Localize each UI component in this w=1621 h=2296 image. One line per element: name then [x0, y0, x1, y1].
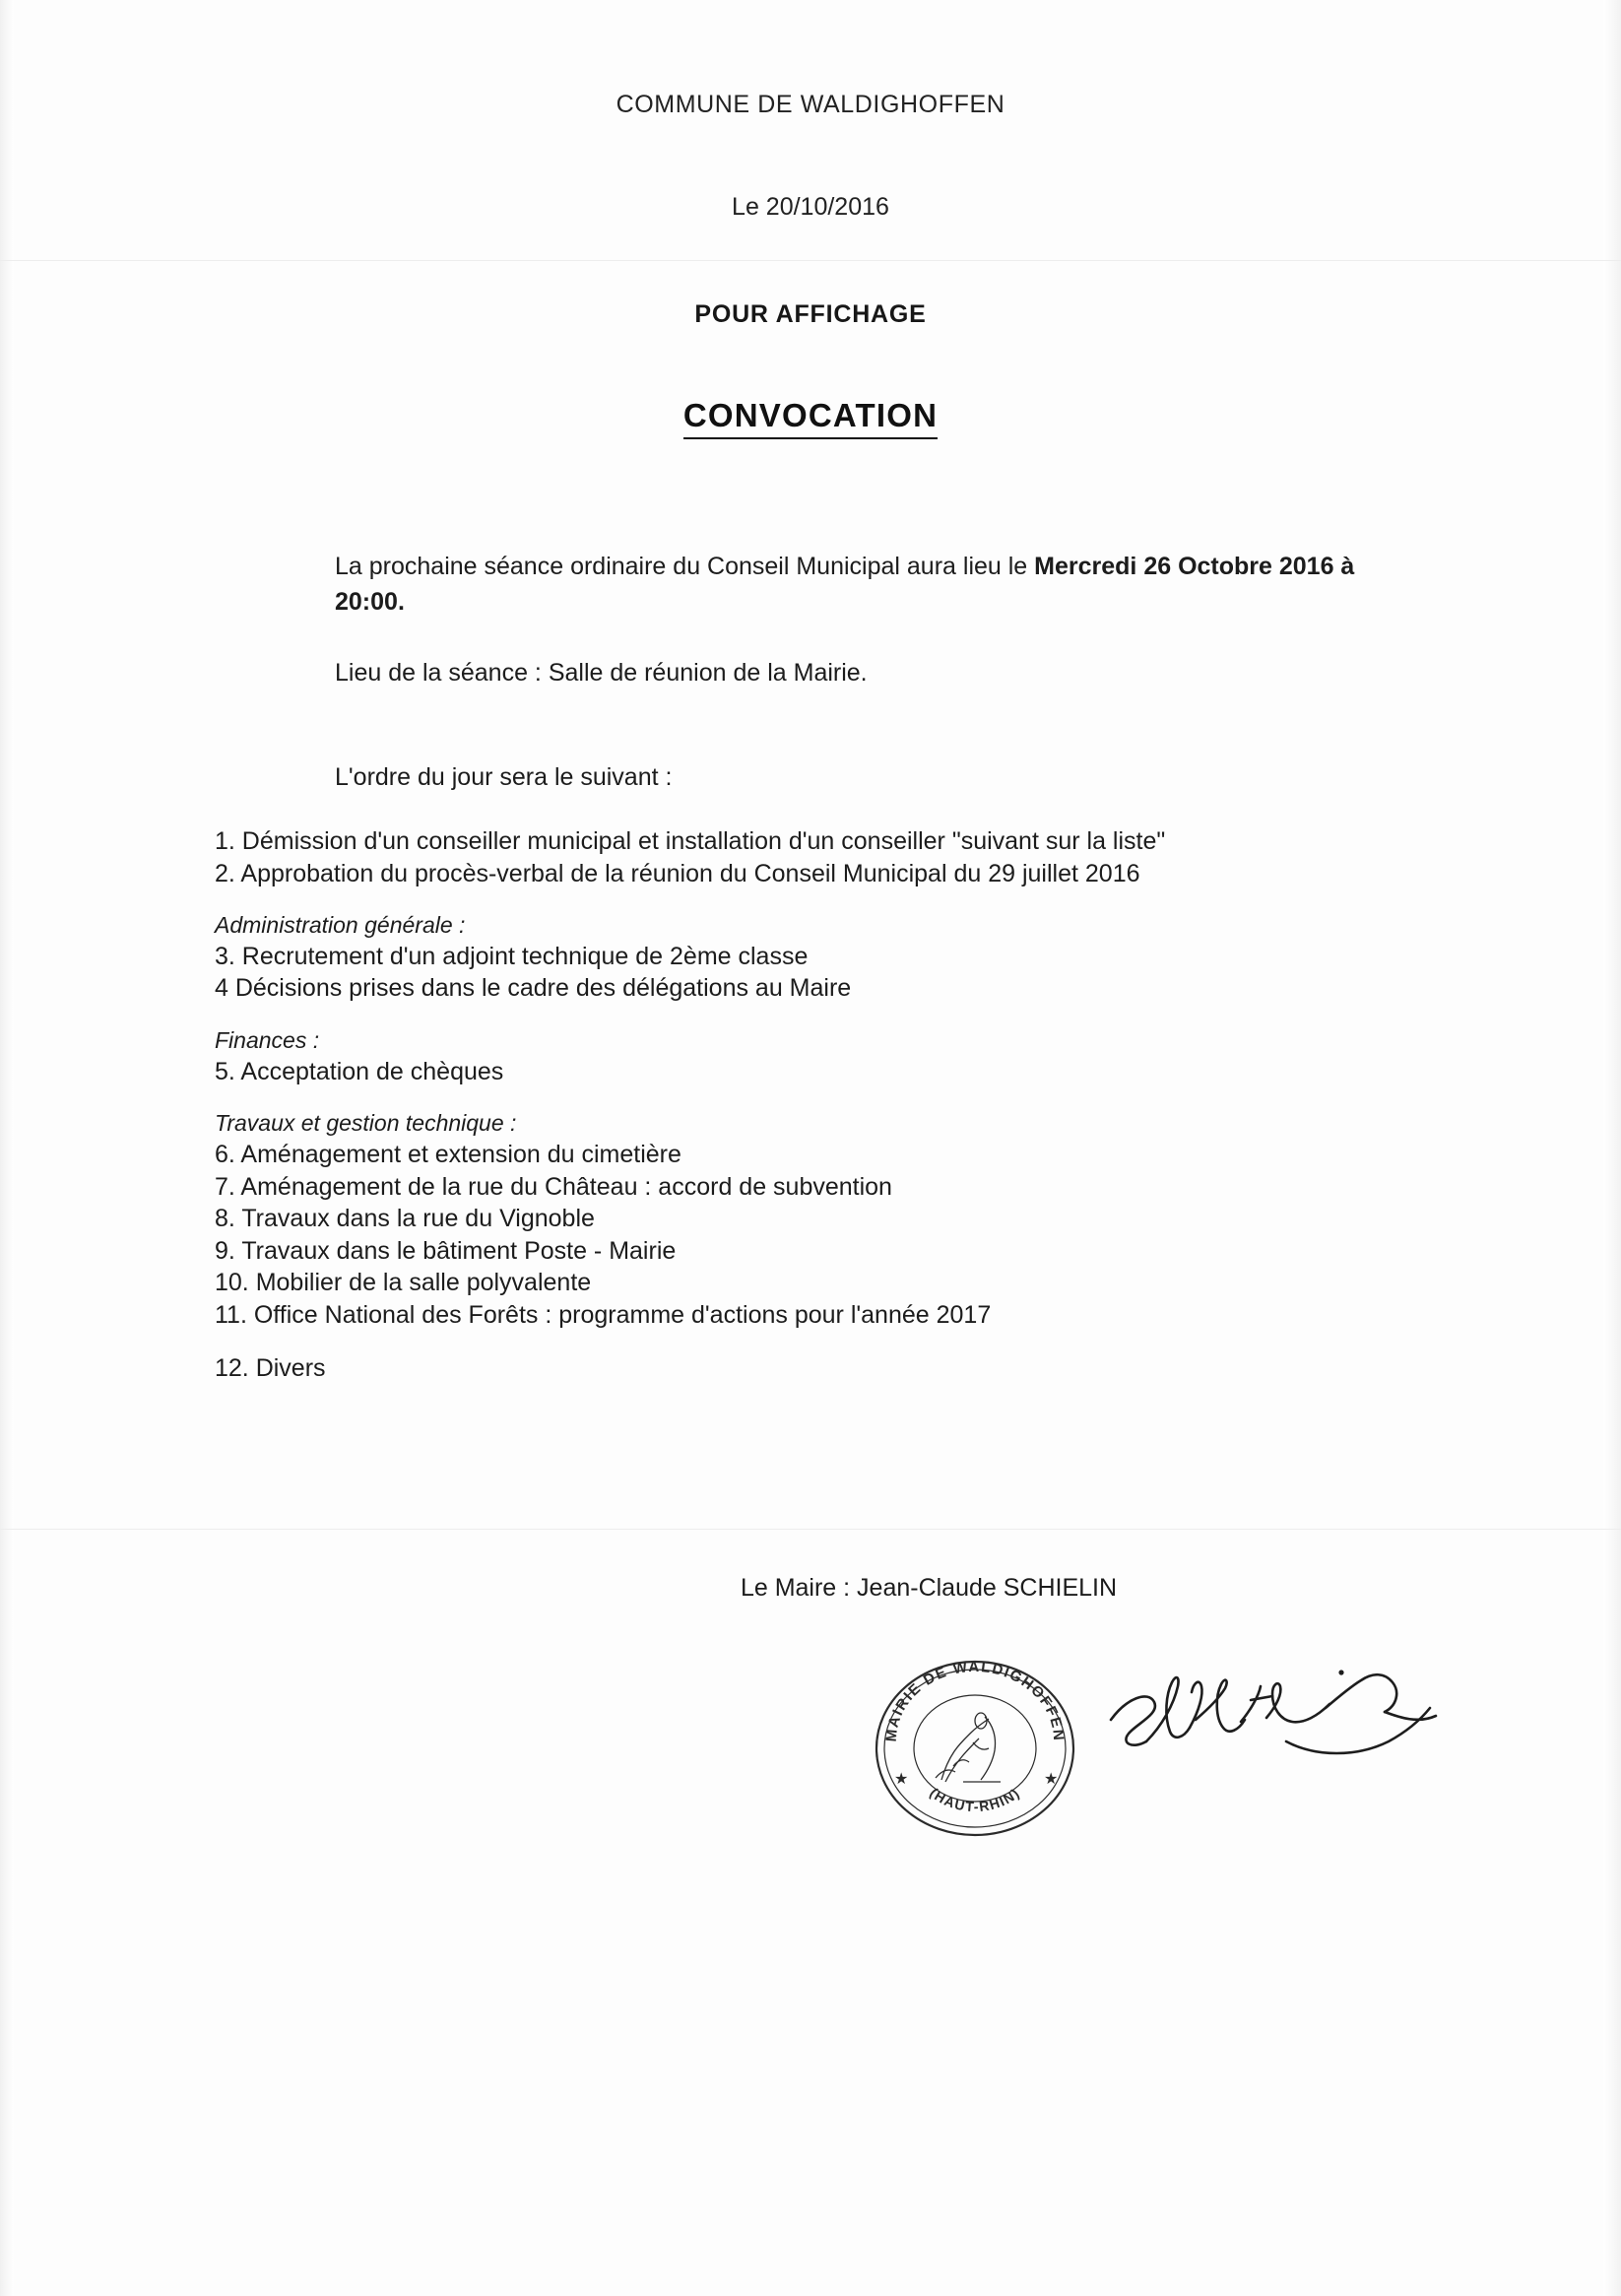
agenda-spacer: [215, 1331, 1446, 1352]
svg-text:★: ★: [894, 1771, 909, 1788]
agenda-item: 12. Divers: [215, 1354, 326, 1383]
mayor-signature-label: Le Maire : Jean-Claude SCHIELIN: [740, 1574, 1118, 1602]
agenda-item: 11. Office National des Forêts : programme d'actions pour l'année 2017: [215, 1300, 992, 1329]
meeting-datetime: Mercredi 26 Octobre 2016 à 20:00.: [335, 553, 1355, 616]
document-date: Le 20/10/2016: [732, 193, 889, 221]
agenda-group-title: Travaux et gestion technique :: [215, 1110, 517, 1137]
agenda-item: 7. Aménagement de la rue du Château : accord de subvention: [215, 1172, 892, 1201]
agenda-item: 5. Acceptation de chèques: [215, 1057, 504, 1085]
agenda-group-title: Administration générale :: [215, 912, 466, 938]
agenda-intro-paragraph: L'ordre du jour sera le suivant :: [335, 763, 673, 791]
agenda-item: 9. Travaux dans le bâtiment Poste - Mairie: [215, 1236, 677, 1265]
agenda-item: 10. Mobilier de la salle polyvalente: [215, 1269, 592, 1297]
page-title: CONVOCATION: [683, 397, 938, 439]
page-title-wrapper: [0, 397, 1621, 439]
agenda-item: 4 Décisions prises dans le cadre des délégations au Maire: [215, 974, 852, 1003]
signature-block: [0, 1574, 1621, 1603]
meeting-announcement-paragraph: [335, 550, 1369, 620]
scan-artifact-line: [0, 1529, 1621, 1530]
agenda-item: 1. Démission d'un conseiller municipal et installation d'un conseiller "suivant sur la liste": [215, 827, 1166, 855]
meeting-location-paragraph: Lieu de la séance : Salle de réunion de la Mairie.: [335, 659, 868, 687]
agenda-list: [215, 825, 1446, 1385]
scan-edge-left: [0, 0, 14, 2296]
scan-edge-right: [1603, 0, 1621, 2296]
agenda-item: 3. Recrutement d'un adjoint technique de 2ème classe: [215, 942, 809, 970]
handwritten-signature: [1093, 1647, 1448, 1795]
meeting-announcement-prefix: La prochaine séance ordinaire du Conseil Municipal aura lieu le: [335, 553, 1035, 580]
scan-artifact-line: [0, 260, 1621, 261]
agenda-item: 6. Aménagement et extension du cimetière: [215, 1141, 681, 1169]
affichage-label: POUR AFFICHAGE: [694, 300, 927, 328]
svg-text:(HAUT-RHIN): (HAUT-RHIN): [927, 1784, 1023, 1815]
agenda-item: 2. Approbation du procès-verbal de la réunion du Conseil Municipal du 29 juillet 2016: [215, 859, 1140, 887]
commune-header: COMMUNE DE WALDIGHOFFEN: [616, 91, 1005, 118]
agenda-group-title: Finances :: [215, 1026, 320, 1053]
svg-text:MAIRIE DE WALDIGHOFFEN: MAIRIE DE WALDIGHOFFEN: [882, 1658, 1068, 1743]
agenda-item: 8. Travaux dans la rue du Vignoble: [215, 1205, 595, 1233]
svg-text:★: ★: [1044, 1771, 1059, 1788]
